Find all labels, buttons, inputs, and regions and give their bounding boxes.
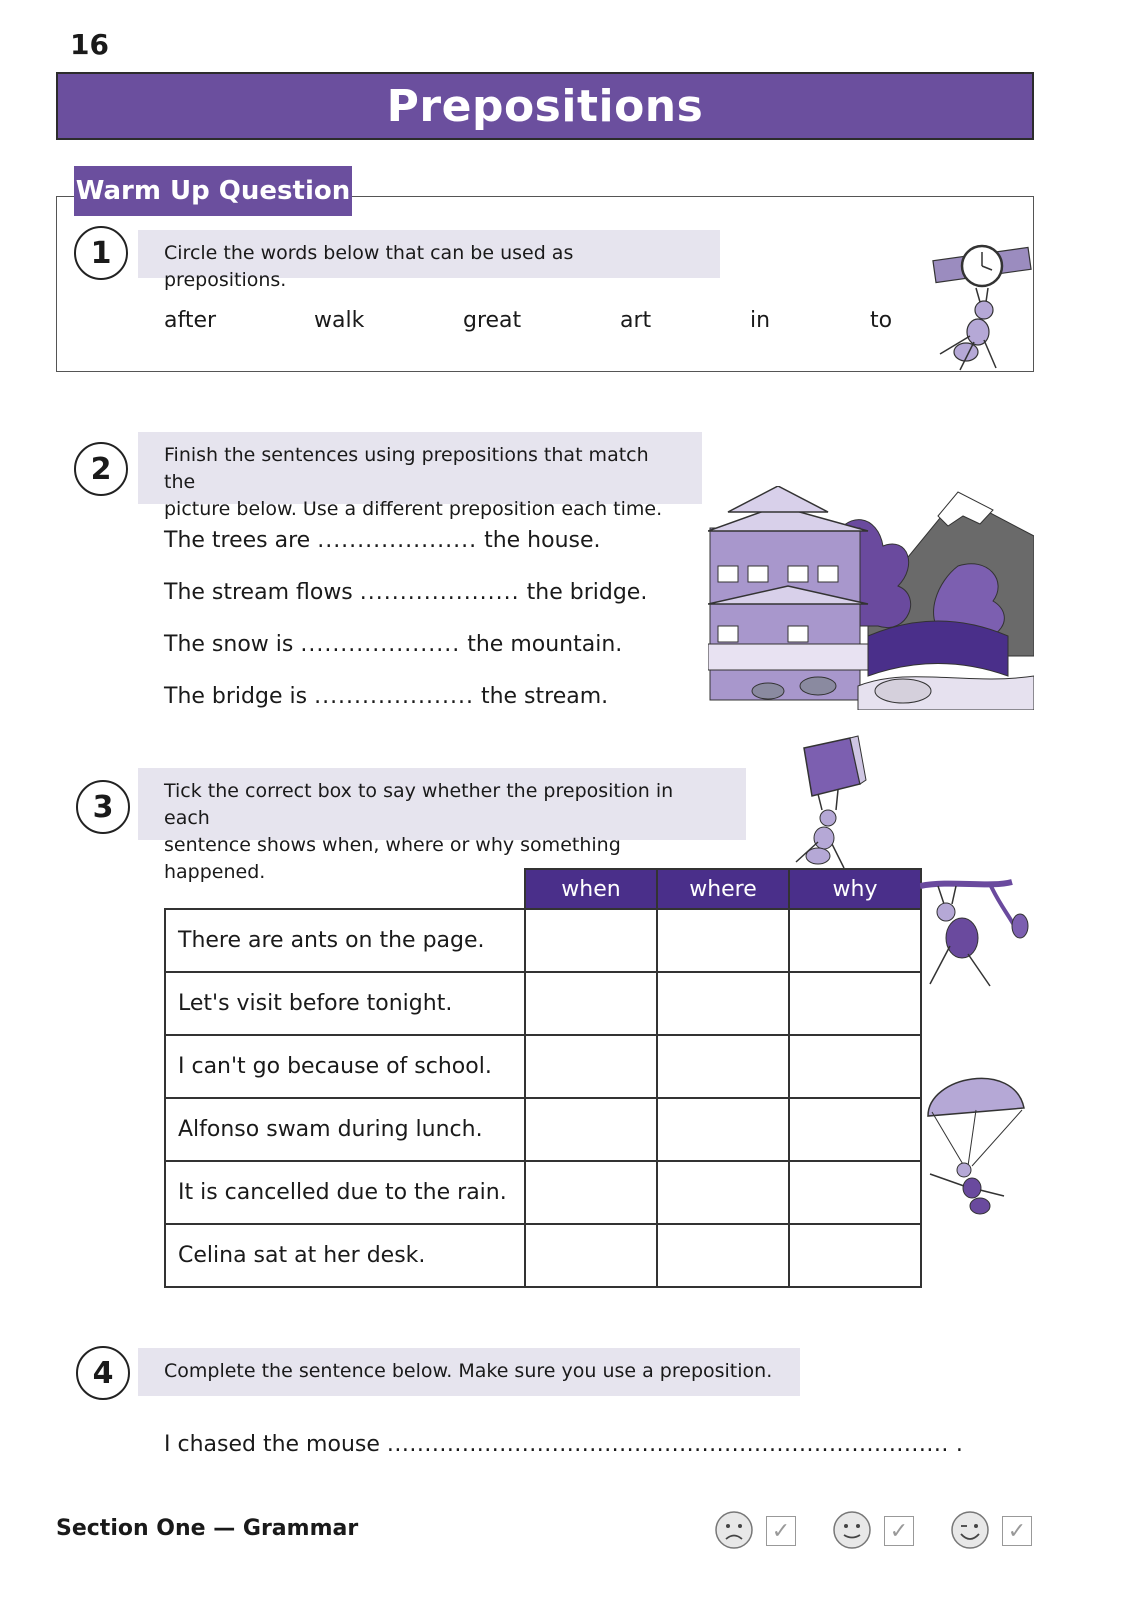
row-sentence: There are ants on the page. bbox=[165, 909, 525, 972]
tick-box-why[interactable] bbox=[789, 972, 921, 1035]
question-2-number: 2 bbox=[74, 442, 128, 496]
question-1-instruction: Circle the words below that can be used as prepositions. bbox=[138, 230, 720, 278]
ant-branch-illustration bbox=[920, 876, 1032, 994]
word-option[interactable]: in bbox=[750, 308, 771, 333]
self-assess-checkbox[interactable]: ✓ bbox=[766, 1516, 796, 1546]
ant-watch-illustration bbox=[930, 240, 1034, 374]
question-1-number: 1 bbox=[74, 226, 128, 280]
sentence-start: The trees are bbox=[164, 528, 311, 553]
question-2-instruction-line: picture below. Use a different preposition each time. bbox=[164, 498, 663, 520]
answer-blank[interactable]: ........................................................................... bbox=[386, 1432, 949, 1457]
tick-table bbox=[164, 868, 922, 1288]
answer-blank[interactable]: .................... bbox=[314, 684, 474, 709]
table-row bbox=[165, 1035, 921, 1098]
tick-box-why[interactable] bbox=[789, 909, 921, 972]
row-sentence: Celina sat at her desk. bbox=[165, 1224, 525, 1287]
answer-blank[interactable]: .................... bbox=[317, 528, 478, 553]
ant-book-illustration bbox=[788, 734, 868, 870]
ant-parachute-illustration bbox=[924, 1066, 1028, 1222]
question-4-instruction: Complete the sentence below. Make sure you use a preposition. bbox=[138, 1348, 800, 1396]
row-sentence: Alfonso swam during lunch. bbox=[165, 1098, 525, 1161]
fill-sentence bbox=[164, 632, 622, 657]
fill-sentence bbox=[164, 580, 647, 605]
word-option[interactable]: art bbox=[620, 308, 652, 333]
tick-box-when[interactable] bbox=[525, 1035, 657, 1098]
sentence-start: The stream flows bbox=[164, 580, 353, 605]
table-row bbox=[165, 1224, 921, 1287]
tick-box-why[interactable] bbox=[789, 1161, 921, 1224]
question-2-instruction-line: Finish the sentences using prepositions that match the bbox=[164, 444, 649, 493]
tick-box-where[interactable] bbox=[657, 1035, 789, 1098]
word-option[interactable]: to bbox=[870, 308, 893, 333]
fill-sentence bbox=[164, 528, 601, 553]
table-row bbox=[165, 909, 921, 972]
fill-sentence bbox=[164, 684, 608, 709]
column-header-why: why bbox=[789, 869, 921, 909]
question-3-number: 3 bbox=[76, 780, 130, 834]
tick-box-when[interactable] bbox=[525, 909, 657, 972]
tick-box-when[interactable] bbox=[525, 1161, 657, 1224]
table-row bbox=[165, 972, 921, 1035]
tick-box-where[interactable] bbox=[657, 1098, 789, 1161]
sentence-full-stop: . bbox=[955, 1432, 963, 1457]
sentence-end: the mountain. bbox=[467, 632, 623, 657]
warm-up-tab: Warm Up Question bbox=[74, 166, 352, 216]
question-4-number: 4 bbox=[76, 1346, 130, 1400]
sentence-end: the house. bbox=[484, 528, 601, 553]
page-number: 16 bbox=[70, 28, 109, 61]
neutral-face-icon bbox=[832, 1510, 872, 1550]
tick-box-why[interactable] bbox=[789, 1098, 921, 1161]
table-corner bbox=[165, 869, 525, 909]
tick-box-where[interactable] bbox=[657, 1224, 789, 1287]
tick-box-when[interactable] bbox=[525, 1098, 657, 1161]
sentence-start: I chased the mouse bbox=[164, 1432, 380, 1457]
table-row bbox=[165, 1098, 921, 1161]
section-label: Section One — Grammar bbox=[56, 1516, 359, 1541]
row-sentence: I can't go because of school. bbox=[165, 1035, 525, 1098]
sentence-start: The bridge is bbox=[164, 684, 308, 709]
question-2-instruction bbox=[138, 432, 702, 520]
word-option[interactable]: walk bbox=[314, 308, 365, 333]
sad-face-icon bbox=[714, 1510, 754, 1550]
question-3-instruction-line: sentence shows when, where or why something happened. bbox=[164, 834, 621, 883]
row-sentence: It is cancelled due to the rain. bbox=[165, 1161, 525, 1224]
word-option[interactable]: after bbox=[164, 308, 217, 333]
tick-box-why[interactable] bbox=[789, 1224, 921, 1287]
column-header-where: where bbox=[657, 869, 789, 909]
row-sentence: Let's visit before tonight. bbox=[165, 972, 525, 1035]
sentence-end: the bridge. bbox=[526, 580, 648, 605]
tick-box-when[interactable] bbox=[525, 972, 657, 1035]
complete-sentence bbox=[164, 1432, 1024, 1457]
sentence-end: the stream. bbox=[480, 684, 609, 709]
tick-box-where[interactable] bbox=[657, 909, 789, 972]
tick-box-where[interactable] bbox=[657, 972, 789, 1035]
question-3-instruction-line: Tick the correct box to say whether the preposition in each bbox=[164, 780, 674, 829]
answer-blank[interactable]: .................... bbox=[359, 580, 520, 605]
answer-blank[interactable]: .................... bbox=[300, 632, 461, 657]
self-assess-checkbox[interactable]: ✓ bbox=[884, 1516, 914, 1546]
table-header-row bbox=[165, 869, 921, 909]
tick-box-when[interactable] bbox=[525, 1224, 657, 1287]
sentence-start: The snow is bbox=[164, 632, 294, 657]
tick-box-why[interactable] bbox=[789, 1035, 921, 1098]
garden-scene-illustration bbox=[708, 486, 1034, 710]
table-row bbox=[165, 1161, 921, 1224]
page-title: Prepositions bbox=[386, 80, 704, 132]
happy-face-icon bbox=[950, 1510, 990, 1550]
tick-box-where[interactable] bbox=[657, 1161, 789, 1224]
column-header-when: when bbox=[525, 869, 657, 909]
title-bar bbox=[56, 72, 1034, 140]
question-3-instruction bbox=[138, 768, 746, 883]
self-assess-checkbox[interactable]: ✓ bbox=[1002, 1516, 1032, 1546]
word-option[interactable]: great bbox=[463, 308, 522, 333]
